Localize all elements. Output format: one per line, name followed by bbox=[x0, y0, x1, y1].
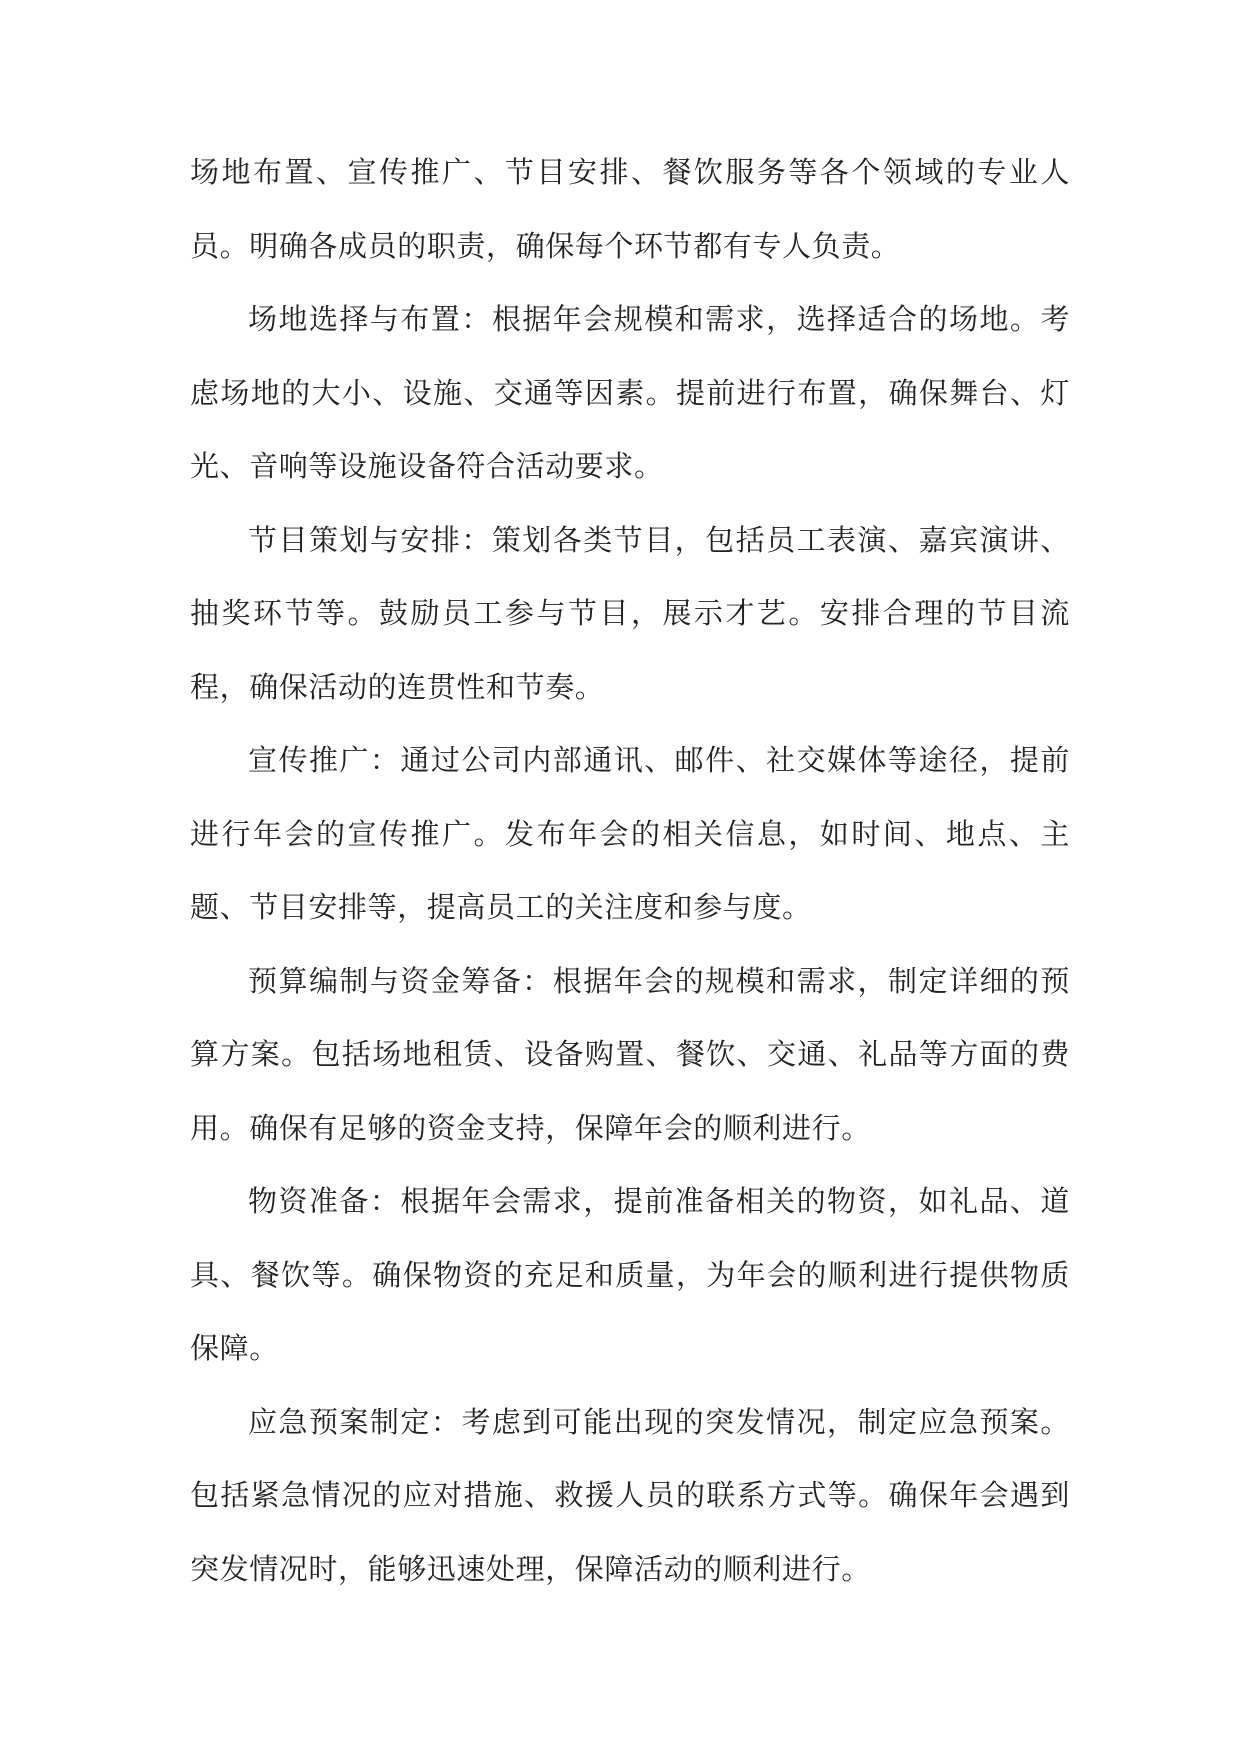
paragraph-3: 节目策划与安排：策划各类节目，包括员工表演、嘉宾演讲、抽奖环节等。鼓励员工参与节目，展示才艺。安排合理的节目流程，确保活动的连贯性和节奏。 bbox=[190, 522, 1070, 704]
paragraph-1: 场地布置、宣传推广、节目安排、餐饮服务等各个领域的专业人员。明确各成员的职责，确保每个环节都有专人负责。 bbox=[190, 155, 1070, 263]
paragraph-7: 应急预案制定：考虑到可能出现的突发情况，制定应急预案。包括紧急情况的应对措施、救援人员的联系方式等。确保年会遇到突发情况时，能够迅速处理，保障活动的顺利进行。 bbox=[190, 1404, 1070, 1586]
paragraph-5: 预算编制与资金筹备：根据年会的规模和需求，制定详细的预算方案。包括场地租赁、设备购置、餐饮、交通、礼品等方面的费用。确保有足够的资金支持，保障年会的顺利进行。 bbox=[190, 963, 1070, 1145]
document-body bbox=[190, 136, 1070, 1606]
paragraph-2: 场地选择与布置：根据年会规模和需求，选择适合的场地。考虑场地的大小、设施、交通等因素。提前进行布置，确保舞台、灯光、音响等设施设备符合活动要求。 bbox=[190, 302, 1070, 483]
paragraph-4: 宣传推广：通过公司内部通讯、邮件、社交媒体等途径，提前进行年会的宣传推广。发布年会的相关信息，如时间、地点、主题、节目安排等，提高员工的关注度和参与度。 bbox=[190, 743, 1070, 924]
paragraph-6: 物资准备：根据年会需求，提前准备相关的物资，如礼品、道具、餐饮等。确保物资的充足和质量，为年会的顺利进行提供物质保障。 bbox=[190, 1184, 1070, 1365]
